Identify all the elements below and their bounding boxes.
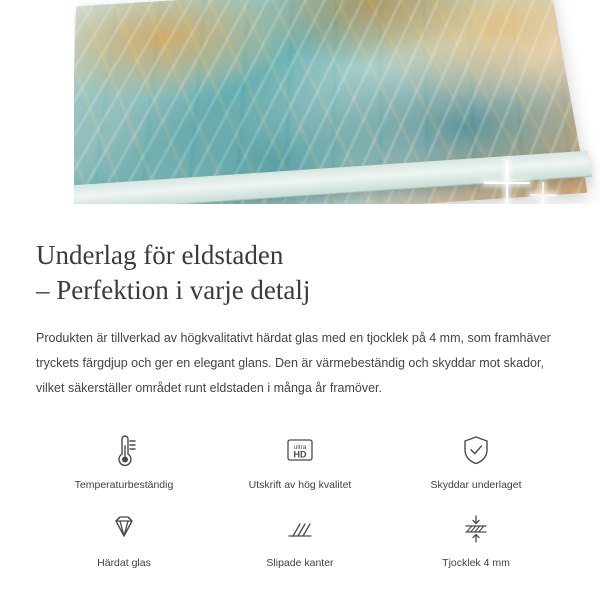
feature-label: Härdat glas (97, 557, 151, 570)
feature-grid (36, 427, 564, 569)
description-paragraph: Produkten är tillverkad av högkvalitativt härdat glas med en tjocklek på 4 mm, som framhäver tryckets färgdjup och ger en elegant glans. Den är värmebeständig och skyddar mot skador, vilket säkerställer området runt eldstaden i många år framöver. (36, 331, 551, 396)
diamond-icon (101, 505, 147, 551)
feature-item-temperature (36, 427, 212, 491)
hero-left-margin (0, 0, 74, 222)
feature-label: Tjocklek 4 mm (442, 557, 510, 570)
page-title-line-2: – Perfektion i varje detalj (36, 275, 311, 306)
thickness-icon (453, 505, 499, 551)
feature-item-polished-edges (212, 505, 388, 569)
ultra-hd-icon (277, 427, 323, 473)
hero-image (0, 0, 600, 222)
feature-label: Temperaturbeständig (74, 479, 174, 492)
content-block (0, 238, 600, 569)
hero-bottom-margin (0, 204, 600, 222)
page-title-line-1: Underlag för eldstaden (36, 240, 284, 270)
thermometer-icon (101, 427, 147, 473)
feature-item-thickness (388, 505, 564, 569)
feature-label: Skyddar underlaget (430, 479, 522, 492)
page-title (36, 238, 564, 308)
feature-item-tempered-glass (36, 505, 212, 569)
feature-item-protection (388, 427, 564, 491)
polished-edges-icon (277, 505, 323, 551)
feature-label: Utskrift av hög kvalitet (248, 479, 352, 492)
shield-check-icon (453, 427, 499, 473)
feature-label: Slipade kanter (266, 557, 334, 570)
svg-text:ultra: ultra (293, 444, 307, 452)
svg-text:HD: HD (293, 449, 307, 460)
feature-item-print-quality (212, 427, 388, 491)
